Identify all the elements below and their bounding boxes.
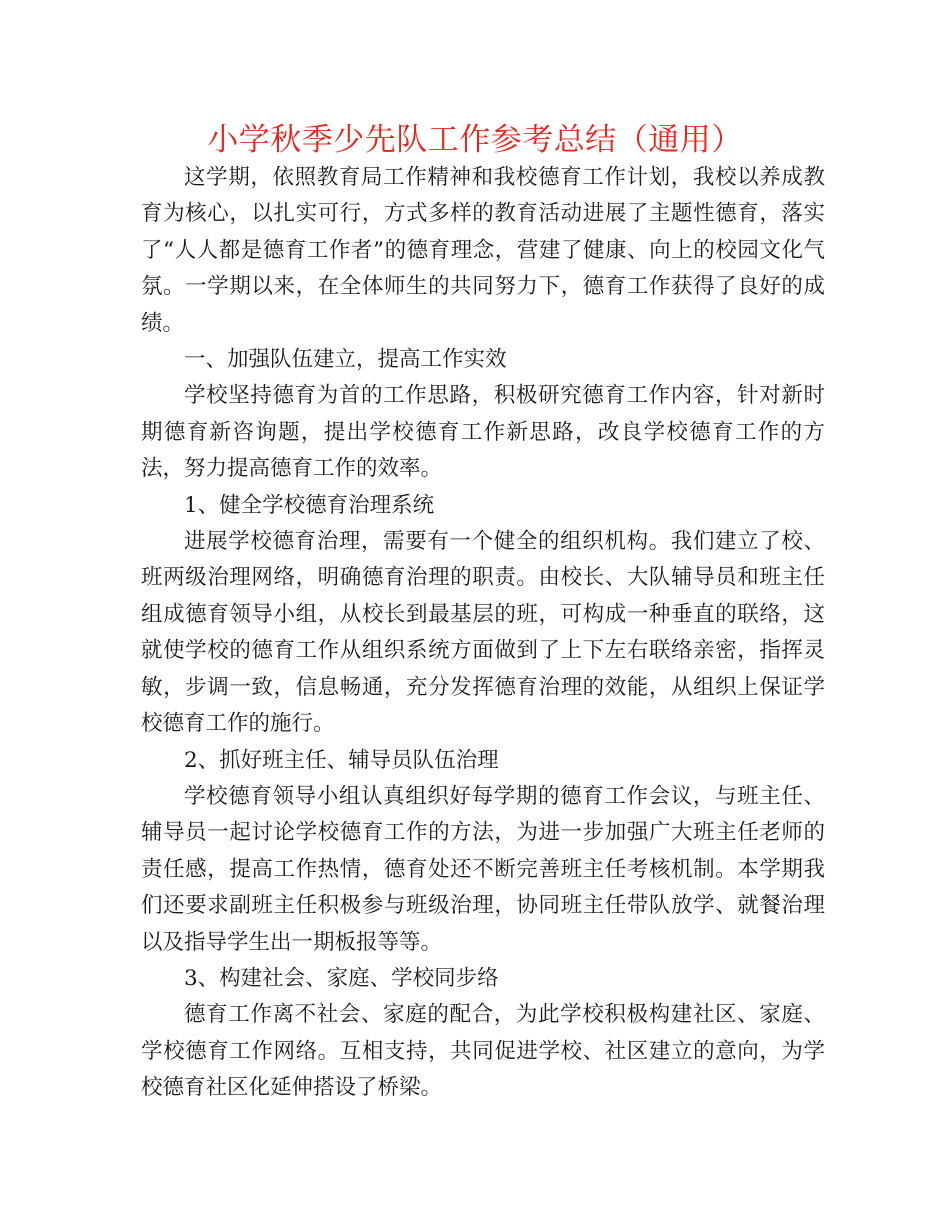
paragraph-section-1: 学校坚持德育为首的工作思路，积极研究德育工作内容，针对新时期德育新咨询题，提出学校德育工作新思路，改良学校德育工作的方法，努力提高德育工作的效率。 xyxy=(141,383,825,482)
paragraph-item-2: 学校德育领导小组认真组织好每学期的德育工作会议，与班主任、辅导员一起讨论学校德育工作的方法，为进一步加强广大班主任老师的责任感，提高工作热情，德育处还不断完善班主任考核机制。本学期我们还要求副班主任积极参与班级治理，协同班主任带队放学、就餐治理以及指导学生出一期板报等等。 xyxy=(141,783,825,955)
paragraph-intro: 这学期，依照教育局工作精神和我校德育工作计划，我校以养成教育为核心，以扎实可行，方式多样的教育活动进展了主题性德育，落实了“人人都是德育工作者”的德育理念，营建了健康、向上的校园文化气氛。一学期以来，在全体师生的共同努力下，德育工作获得了良好的成绩。 xyxy=(141,165,825,336)
paragraph-item-3: 德育工作离不社会、家庭的配合，为此学校积极构建社区、家庭、学校德育工作网络。互相支持，共同促进学校、社区建立的意向，为学校德育社区化延伸搭设了桥梁。 xyxy=(141,1002,825,1101)
heading-item-1: 1、健全学校德育治理系统 xyxy=(184,492,435,518)
heading-item-3: 3、构建社会、家庭、学校同步络 xyxy=(184,965,499,991)
document-title: 小学秋季少先队工作参考总结（通用） xyxy=(207,122,743,158)
heading-section-1: 一、加强队伍建立，提高工作实效 xyxy=(184,347,507,373)
paragraph-item-1: 进展学校德育治理，需要有一个健全的组织机构。我们建立了校、班两级治理网络，明确德育治理的职责。由校长、大队辅导员和班主任组成德育领导小组，从校长到最基层的班，可构成一种垂直的联络，这就使学校的德育工作从组织系统方面做到了上下左右联络亲密，指挥灵敏，步调一致，信息畅通，充分发挥德育治理的效能，从组织上保证学校德育工作的施行。 xyxy=(141,529,825,737)
document-body xyxy=(141,160,825,1107)
heading-item-2: 2、抓好班主任、辅导员队伍治理 xyxy=(184,747,499,773)
